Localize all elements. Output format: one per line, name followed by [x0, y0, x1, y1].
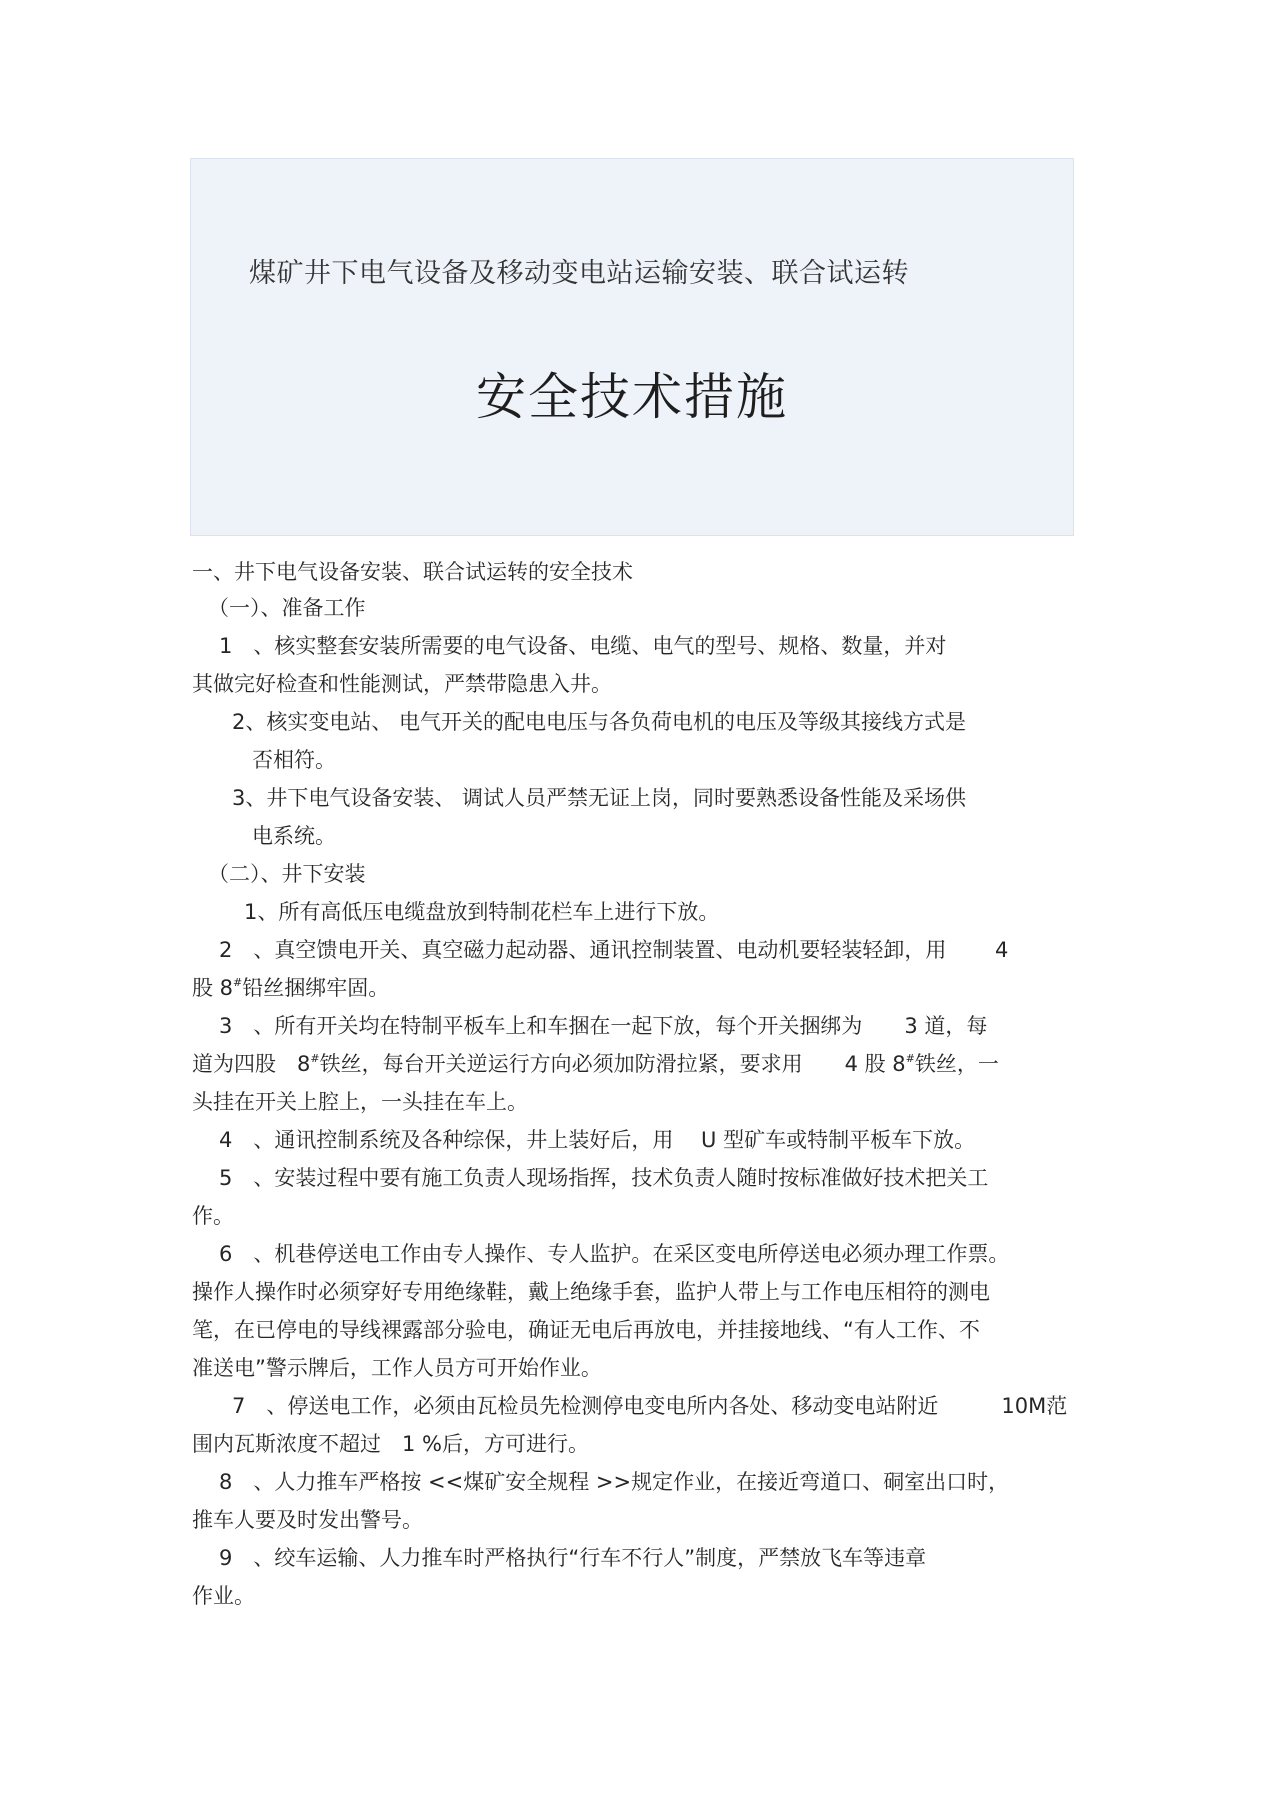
- cover-box: [190, 158, 1074, 536]
- body-line: 1、所有高低压电缆盘放到特制花栏车上进行下放。: [244, 900, 720, 924]
- subsection-heading-install: （二）、井下安装: [208, 862, 366, 886]
- body-line: 6 、机巷停送电工作由专人操作、专人监护。在采区变电所停送电必须办理工作票。: [219, 1242, 1010, 1266]
- body-line: 3、井下电气设备安装、 调试人员严禁无证上岗，同时要熟悉设备性能及采场供: [232, 786, 967, 810]
- body-line: 围内瓦斯浓度不超过 1 %后，方可进行。: [192, 1432, 589, 1456]
- body-line: 否相符。: [252, 748, 336, 772]
- body-line: 2 、真空馈电开关、真空磁力起动器、通讯控制装置、电动机要轻装轻卸，用 4: [219, 938, 1009, 962]
- body-line: 准送电”警示牌后，工作人员方可开始作业。: [192, 1356, 602, 1380]
- body-line: 8 、人力推车严格按 <<煤矿安全规程 >>规定作业，在接近弯道口、硐室出口时，: [219, 1470, 1010, 1494]
- body-line: 9 、绞车运输、人力推车时严格执行“行车不行人”制度，严禁放飞车等违章: [219, 1546, 927, 1570]
- body-line: 3 、所有开关均在特制平板车上和车捆在一起下放，每个开关捆绑为 3 道，每: [219, 1014, 988, 1038]
- subsection-heading-prep: （一）、准备工作: [208, 596, 366, 620]
- body-line: 2、核实变电站、 电气开关的配电电压与各负荷电机的电压及等级其接线方式是: [232, 710, 967, 734]
- body-line: 头挂在开关上腔上，一头挂在车上。: [192, 1090, 528, 1114]
- body-line: 作业。: [192, 1584, 255, 1608]
- body-line: 道为四股 8#铁丝，每台开关逆运行方向必须加防滑拉紧，要求用 4 股 8#铁丝，一: [192, 1052, 999, 1076]
- body-line: 1 、核实整套安装所需要的电气设备、电缆、电气的型号、规格、数量，并对: [219, 634, 947, 658]
- body-line: 作。: [192, 1204, 234, 1228]
- body-line: 操作人操作时必须穿好专用绝缘鞋，戴上绝缘手套，监护人带上与工作电压相符的测电: [192, 1280, 990, 1304]
- body-line: 其做完好检查和性能测试，严禁带隐患入井。: [192, 672, 612, 696]
- document-subtitle: 煤矿井下电气设备及移动变电站运输安装、联合试运转: [249, 258, 909, 289]
- body-line: 电系统。: [252, 824, 336, 848]
- body-line: 股 8#铅丝捆绑牢固。: [192, 976, 390, 1000]
- body-line: 7 、停送电工作，必须由瓦检员先检测停电变电所内各处、移动变电站附近 10M范: [232, 1394, 1068, 1418]
- body-line: 4 、通讯控制系统及各种综保，井上装好后，用 U 型矿车或特制平板车下放。: [219, 1128, 976, 1152]
- body-line: 推车人要及时发出警号。: [192, 1508, 423, 1532]
- document-title: 安全技术措施: [476, 368, 788, 426]
- section-heading-1: 一、井下电气设备安装、联合试运转的安全技术: [192, 560, 633, 584]
- body-line: 笔，在已停电的导线裸露部分验电，确证无电后再放电，并挂接地线、“有人工作、不: [192, 1318, 980, 1342]
- body-line: 5 、安装过程中要有施工负责人现场指挥，技术负责人随时按标准做好技术把关工: [219, 1166, 989, 1190]
